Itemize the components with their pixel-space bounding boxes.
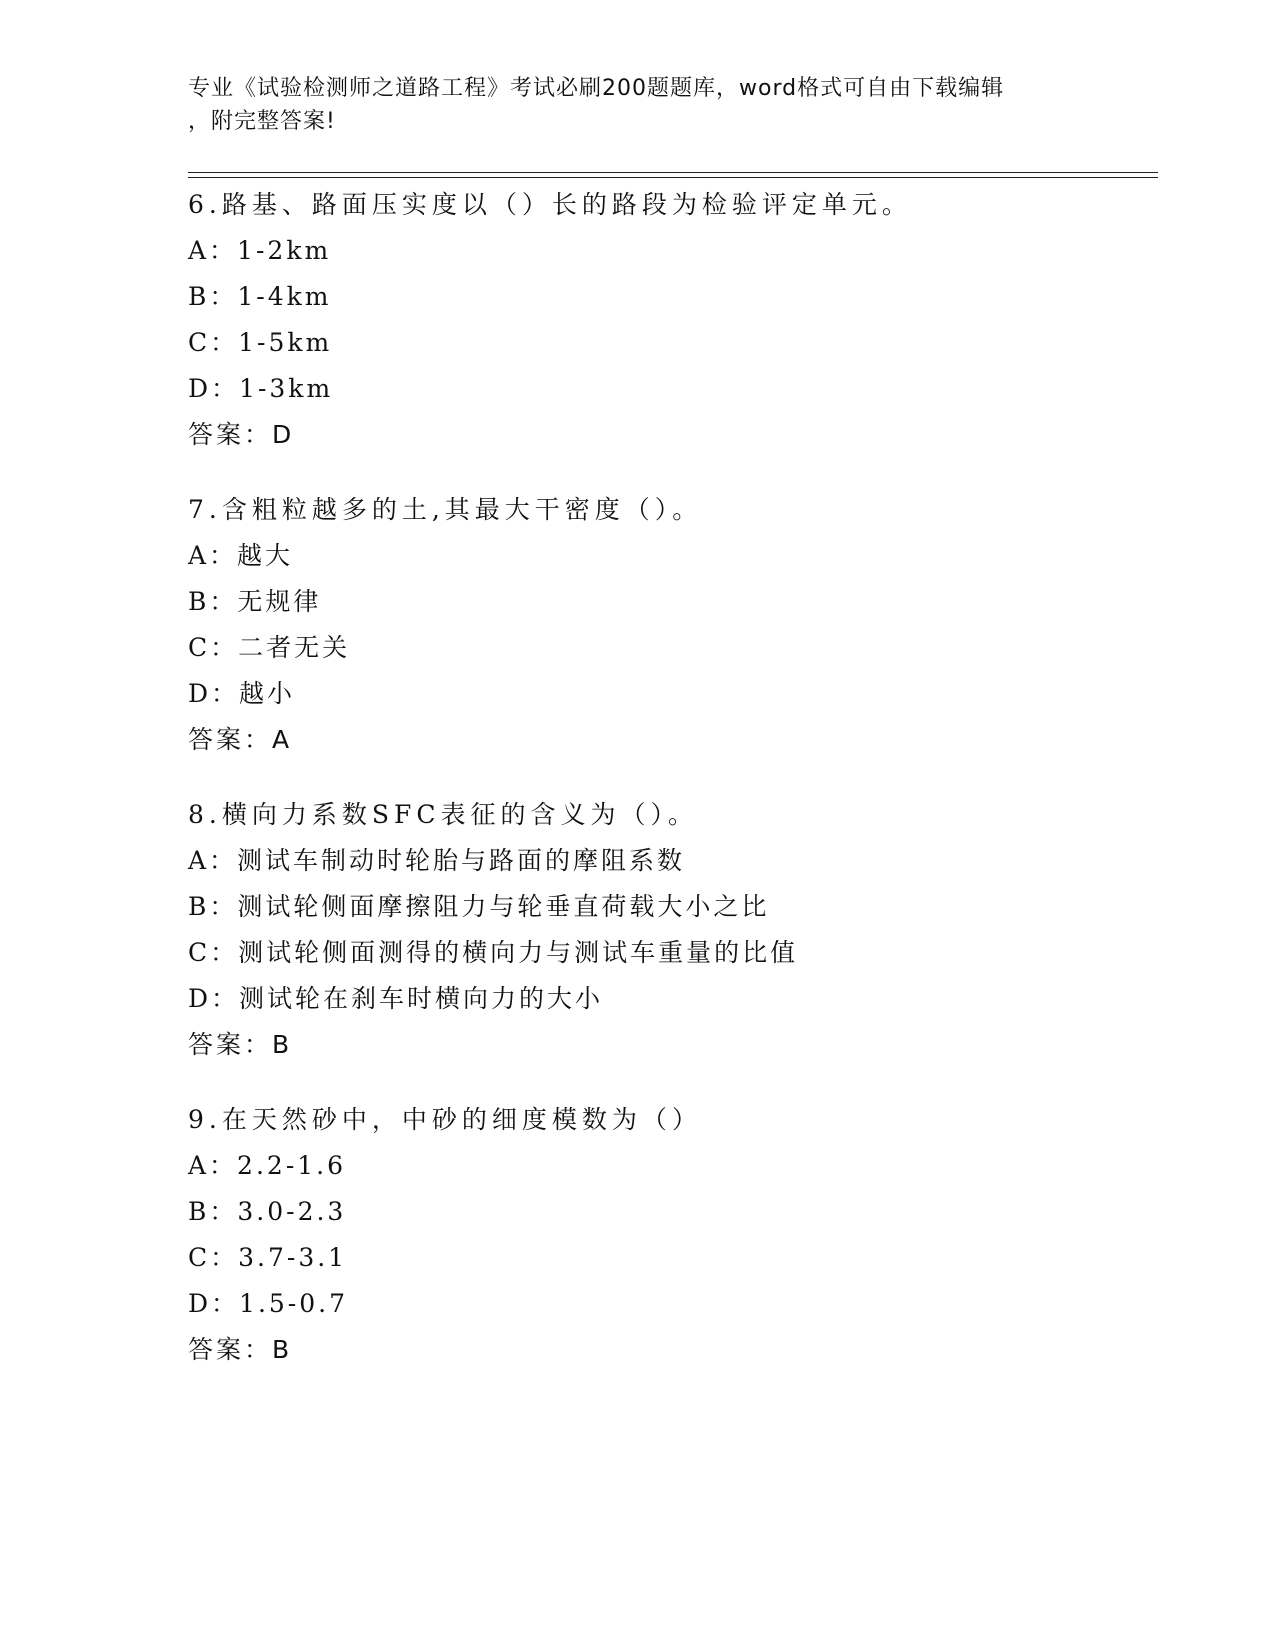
option-d: D：测试轮在刹车时横向力的大小 — [188, 984, 604, 1013]
question-block — [188, 182, 1148, 458]
option-a: A：测试车制动时轮胎与路面的摩阻系数 — [188, 846, 686, 875]
option-c: C：测试轮侧面测得的横向力与测试车重量的比值 — [188, 938, 799, 967]
option-d: D：越小 — [188, 679, 296, 708]
option-d: D：1.5-0.7 — [188, 1289, 349, 1318]
question-block — [188, 1097, 1148, 1373]
header-line-1: 专业《试验检测师之道路工程》考试必刷200题题库，word格式可自由下载编辑 — [188, 76, 1005, 101]
header-divider-bottom — [188, 177, 1158, 178]
option-c: C：3.7-3.1 — [188, 1243, 348, 1272]
question-block — [188, 792, 1148, 1068]
question-stem: 7.含粗粒越多的土,其最大干密度（）。 — [188, 495, 703, 524]
question-stem: 9.在天然砂中，中砂的细度模数为（） — [188, 1105, 702, 1134]
answer-line: 答案：B — [188, 1030, 293, 1059]
question-block — [188, 487, 1148, 763]
question-stem: 8.横向力系数SFC表征的含义为（）。 — [188, 800, 698, 829]
answer-line: 答案：B — [188, 1335, 293, 1364]
option-b: B：1-4km — [188, 282, 332, 311]
option-c: C：二者无关 — [188, 633, 351, 662]
question-stem: 6.路基、路面压实度以（）长的路段为检验评定单元。 — [188, 190, 912, 219]
option-a: A：越大 — [188, 541, 294, 570]
option-a: A：1-2km — [188, 236, 332, 265]
answer-line: 答案：D — [188, 420, 295, 449]
option-b: B：测试轮侧面摩擦阻力与轮垂直荷载大小之比 — [188, 892, 770, 921]
option-b: B：无规律 — [188, 587, 322, 616]
option-c: C：1-5km — [188, 328, 333, 357]
header-divider-top — [188, 172, 1158, 173]
option-a: A：2.2-1.6 — [188, 1151, 347, 1180]
option-b: B：3.0-2.3 — [188, 1197, 347, 1226]
option-d: D：1-3km — [188, 374, 334, 403]
answer-line: 答案：A — [188, 725, 293, 754]
header-line-2: ，附完整答案! — [188, 109, 336, 134]
document-header — [188, 72, 1068, 138]
